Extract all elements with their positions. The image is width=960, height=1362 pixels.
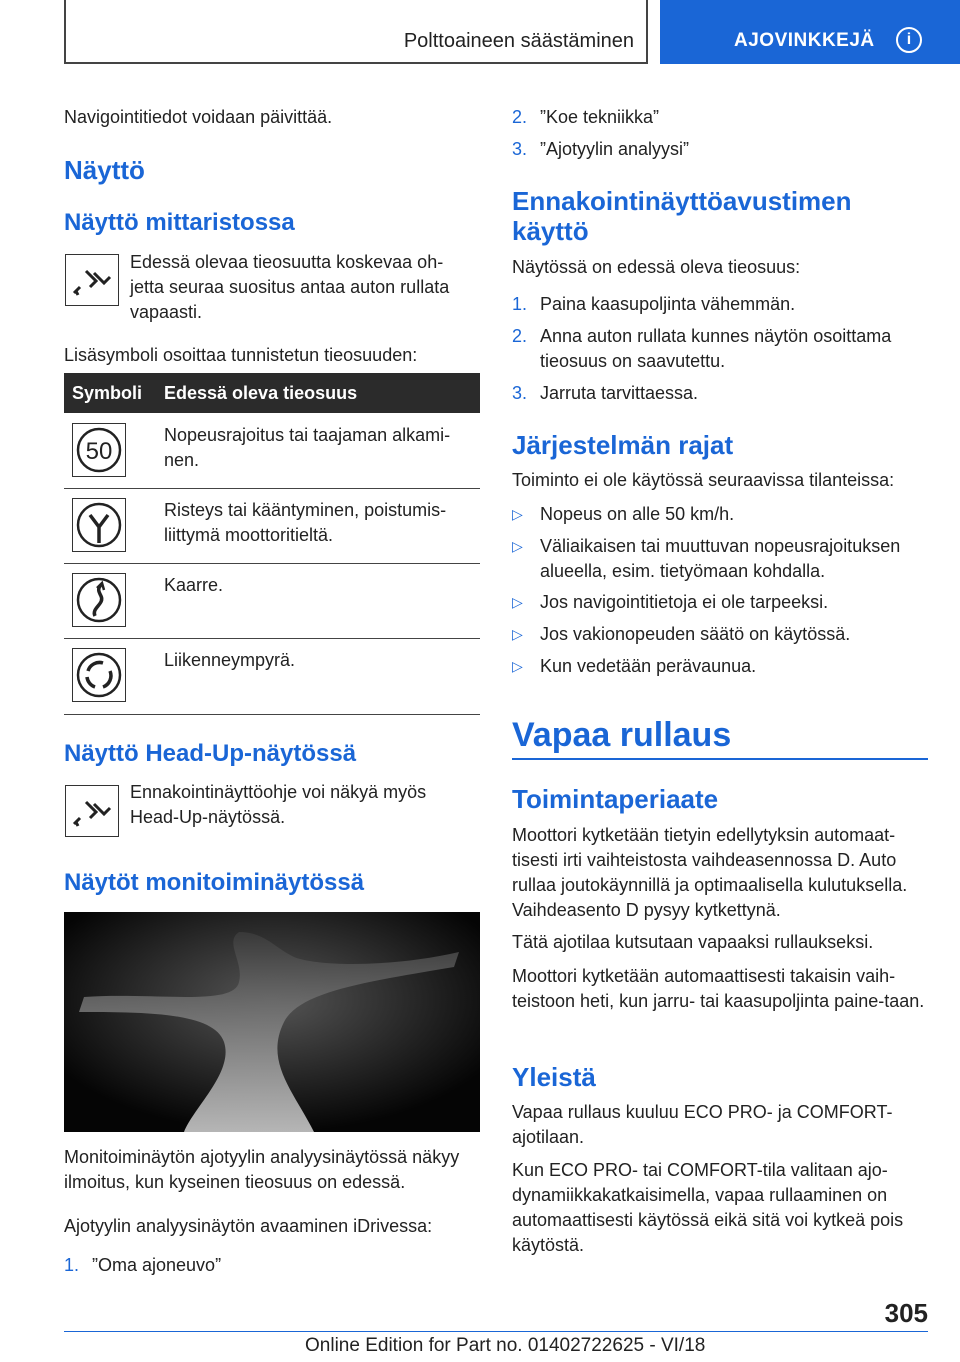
bullet-triangle-icon: ▷ [512,658,523,674]
row-text: Nopeusrajoitus tai taajaman alkami-nen. [164,425,451,470]
intro-text: Navigointitiedot voidaan päivittää. [64,107,333,127]
speed-limit-value: 50 [85,438,113,465]
step-number: 2. [512,107,528,127]
toiminta-p1: Moottori kytketään tietyin edellytyksin automaat-tisesti irti vaihteistosta vaihdeasennossa D. Auto rullaa joutokäynnillä ja optimaalisella kulutuksella. Vaihdeasento D pysyy kytkettynä. [512,825,908,920]
road-display-image [64,912,480,1132]
hud-text: Ennakointinäyttöohje voi näkyä myös Head-Up-näytössä. [130,782,427,827]
coasting-hint-icon [65,785,119,837]
bullet-text: Jos vakionopeuden säätö on käytössä. [540,624,851,644]
heading-toimintaperiaate: Toimintaperiaate [512,784,719,814]
table-row [64,413,480,489]
table-row [64,563,480,639]
heading-vapaa-rullaus: Vapaa rullaus [512,716,732,754]
heading-rule [512,758,928,760]
header-section-title: Polttoaineen säästäminen [403,30,634,52]
heading-kaytto: Ennakointinäyttöavustimen käyttö [512,186,852,246]
speed-limit-50-icon [72,423,126,477]
step-number: 1. [64,1255,80,1275]
junction-icon [72,498,126,552]
list-item [512,292,796,317]
info-icon: i [896,27,922,53]
table-row [64,638,480,715]
page-number: 305 [884,1298,928,1328]
heading-rajat: Järjestelmän rajat [512,430,734,460]
bullet-triangle-icon: ▷ [512,594,523,610]
coasting-hint-icon [65,254,119,306]
monitoimi-text: Monitoiminäytön ajotyylin analyysinäytössä näkyy ilmoitus, kun kyseinen tieosuus on edessä. [64,1147,460,1192]
table-header-section: Edessä oleva tieosuus [156,373,480,413]
toiminta-p2: Tätä ajotilaa kutsutaan vapaaksi rullaukseksi. [512,932,874,952]
step-number: 3. [512,383,528,403]
symbol-table-header [64,373,480,413]
list-item [512,381,699,406]
bullet-triangle-icon: ▷ [512,506,523,522]
footer-edition: Online Edition for Part no. 01402722625 - VI/18 [305,1335,706,1356]
step-number: 1. [512,294,528,314]
yleista-p1: Vapaa rullaus kuuluu ECO PRO- ja COMFORT-ajotilaan. [512,1102,893,1147]
step-text: ”Ajotyylin analyysi” [540,139,690,159]
header-section-tab [64,0,648,64]
table-row [64,488,480,564]
heading-mittaristo: Näyttö mittaristossa [64,209,295,236]
kaytto-intro: Näytössä on edessä oleva tieosuus: [512,257,801,277]
bullet-text: Kun vedetään perävaunua. [540,656,757,676]
step-text: Anna auton rullata kunnes näytön osoittama tieosuus on saavutettu. [540,326,892,371]
roundabout-icon [72,648,126,702]
row-text: Liikenneympyrä. [164,650,296,670]
yleista-p2: Kun ECO PRO- tai COMFORT-tila valitaan ajo-dynamiikkakatkaisimella, vapaa rullaaminen on automaattisesti käytössä eikä sitä voi kytkeä pois käytöstä. [512,1160,904,1255]
heading-hud: Näyttö Head-Up-näytössä [64,740,357,767]
step-text: Paina kaasupoljinta vähemmän. [540,294,796,314]
bullet-triangle-icon: ▷ [512,538,523,554]
header-chapter-title: AJOVINKKEJÄ [734,30,875,51]
row-text: Kaarre. [164,575,224,595]
list-item [512,105,660,130]
curve-icon [72,573,126,627]
list-item [512,324,892,371]
list-item [512,137,690,162]
mittaristo-text: Edessä olevaa tieosuutta koskevaa oh-jetta seuraa suositus antaa auton rullata vapaasti. [130,252,450,322]
heading-monitoimi: Näytöt monitoiminäytössä [64,869,365,896]
toiminta-p3: Moottori kytketään automaattisesti takaisin vaih-teistoon heti, kun jarru- tai kaasupoljinta paine-taan. [512,966,925,1011]
footer-rule [64,1331,928,1332]
step-text: Jarruta tarvittaessa. [540,383,699,403]
bullet-triangle-icon: ▷ [512,626,523,642]
rajat-intro: Toiminto ei ole käytössä seuraavissa tilanteissa: [512,470,895,490]
row-text: Risteys tai kääntyminen, poistumis-liittymä moottoritieltä. [164,500,447,545]
avaaminen-text: Ajotyylin analyysinäytön avaaminen iDrivessa: [64,1216,433,1236]
step-number: 3. [512,139,528,159]
bullet-text: Jos navigointitietoja ei ole tarpeeksi. [540,592,829,612]
heading-naytto: Näyttö [64,155,145,185]
step-text: ”Koe tekniikka” [540,107,660,127]
heading-yleista: Yleistä [512,1062,596,1092]
list-item [64,1253,222,1278]
step-text: ”Oma ajoneuvo” [92,1255,222,1275]
bullet-text: Nopeus on alle 50 km/h. [540,504,735,524]
table-header-symbol: Symboli [64,373,156,413]
lisasymboli-text: Lisäsymboli osoittaa tunnistetun tieosuuden: [64,345,418,365]
step-number: 2. [512,326,528,346]
bullet-text: Väliaikaisen tai muuttuvan nopeusrajoituksen alueella, esim. tietyömaan kohdalla. [540,536,901,581]
header-chapter-tab [660,0,960,64]
